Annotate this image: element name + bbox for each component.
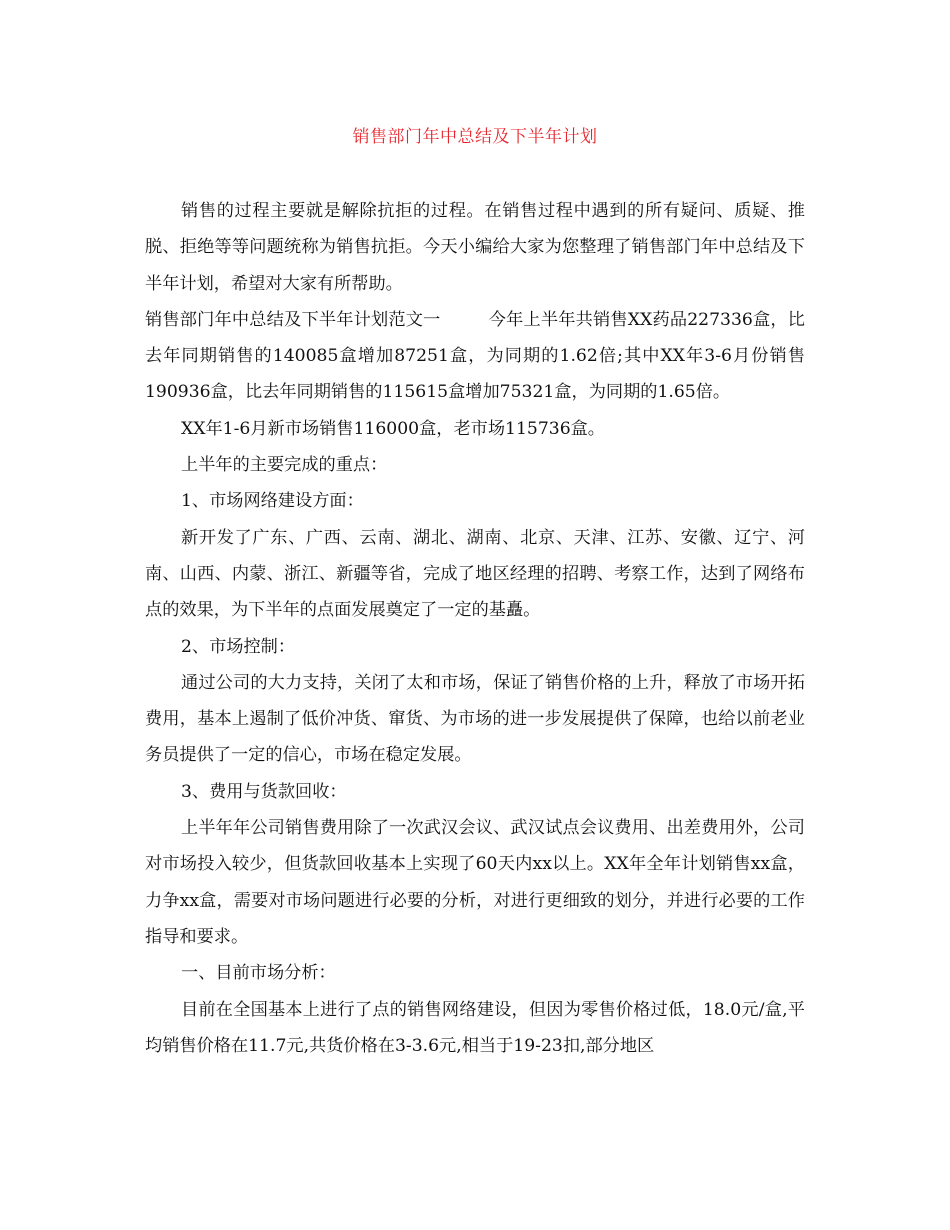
- analysis-paragraph: 目前在全国基本上进行了点的销售网络建设，但因为零售价格过低，18.0元/盒,平均销售价格在11.7元,共货价格在3-3.6元,相当于19-23扣,部分地区: [145, 999, 805, 1056]
- analysis-heading: 一、目前市场分析：: [181, 963, 336, 984]
- cost-heading: 3、费用与货款回收：: [181, 781, 347, 802]
- sample-paragraph: 今年上半年共销售XX药品227336盒，比去年同期销售的140085盒增加87251盒，为同期的1.62倍;其中XX年3-6月份销售190936盒，比去年同期销售的115615盒增加75321盒，为同期的1.65倍。: [145, 309, 805, 403]
- sample-heading: 销售部门年中总结及下半年计划范文一: [145, 309, 441, 330]
- key-points-heading: 上半年的主要完成的重点：: [181, 455, 388, 476]
- document-body: [145, 193, 805, 1064]
- cost-paragraph: 上半年年公司销售费用除了一次武汉会议、武汉试点会议费用、出差费用外，公司对市场投入较少，但货款回收基本上实现了60天内xx以上。XX年全年计划销售xx盒，力争xx盒，需要对市场问题进行必要的分析，对进行更细致的划分，并进行必要的工作指导和要求。: [145, 818, 805, 947]
- market-control-heading: 2、市场控制：: [181, 636, 296, 657]
- document-title: 销售部门年中总结及下半年计划: [352, 127, 598, 147]
- intro-paragraph: 销售的过程主要就是解除抗拒的过程。在销售过程中遇到的所有疑问、质疑、推脱、拒绝等等问题统称为销售抗拒。今天小编给大家为您整理了销售部门年中总结及下半年计划，希望对大家有所帮助。: [145, 201, 805, 294]
- sample-section: [145, 302, 805, 411]
- network-heading: 1、市场网络建设方面：: [181, 491, 364, 512]
- network-paragraph: 新开发了广东、广西、云南、湖北、湖南、北京、天津、江苏、安徽、辽宁、河南、山西、内蒙、浙江、新疆等省，完成了地区经理的招聘、考察工作，达到了网络布点的效果，为下半年的点面发展奠定了一定的基矗。: [145, 527, 805, 621]
- market-sales-paragraph: XX年1-6月新市场销售116000盒，老市场115736盒。: [181, 418, 605, 439]
- market-control-paragraph: 通过公司的大力支持，关闭了太和市场，保证了销售价格的上升，释放了市场开拓费用，基本上遏制了低价冲货、窜货、为市场的进一步发展提供了保障，也给以前老业务员提供了一定的信心，市场在稳定发展。: [145, 672, 805, 766]
